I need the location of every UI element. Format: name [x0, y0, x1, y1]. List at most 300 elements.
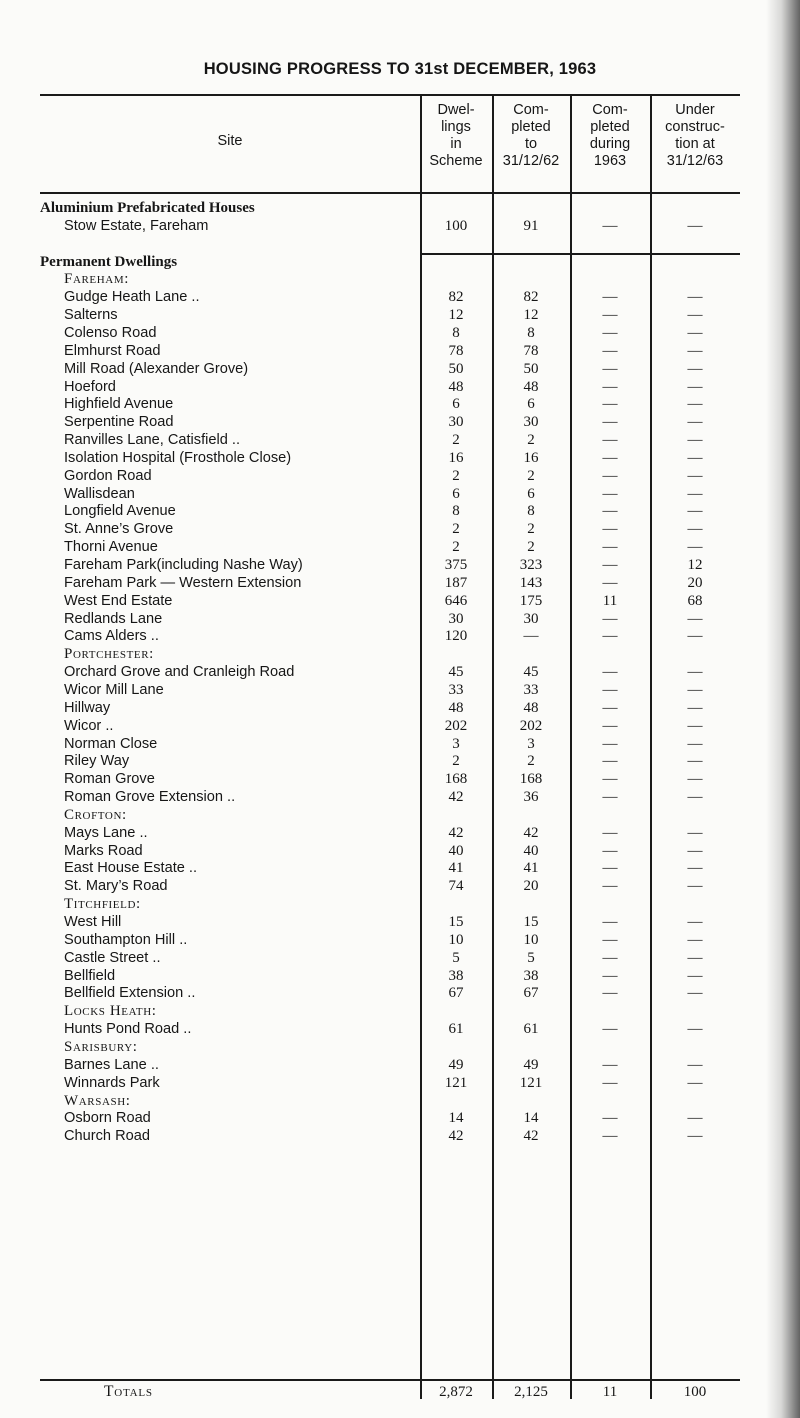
cell-under-construction: — [687, 1056, 703, 1073]
cell-completed-during: — [602, 664, 618, 681]
row-heading-label: Aluminium Prefabricated Houses [40, 200, 255, 216]
cell-under-construction: — [687, 628, 703, 645]
cell-under-construction: — [687, 521, 703, 538]
cell-completed-during: — [602, 949, 618, 966]
cell-completed-during: — [602, 521, 618, 538]
table-row [40, 431, 770, 449]
cell-under-construction: — [687, 289, 703, 306]
table-row [40, 627, 770, 645]
cell-completed-during: — [602, 574, 618, 591]
site-name: Wallisdean [64, 485, 135, 502]
totals-top-rule [40, 1379, 740, 1381]
cell-completed-to: 33 [523, 681, 539, 698]
cell-completed-to: 323 [519, 557, 543, 573]
cell-under-construction: 20 [687, 574, 703, 591]
cell-under-construction: — [687, 503, 703, 520]
cell-dwellings: 38 [448, 967, 464, 984]
cell-dwellings: 3 [452, 735, 460, 752]
cell-under-construction: — [687, 681, 703, 698]
header-line: pleted [511, 119, 551, 135]
cell-completed-to: 2 [527, 753, 535, 770]
cell-completed-to: 168 [519, 771, 543, 788]
cell-completed-during: — [602, 503, 618, 520]
table-row [40, 859, 770, 877]
table-row [40, 1020, 770, 1038]
cell-completed-during: — [602, 217, 618, 234]
header-completed-during [570, 102, 650, 170]
cell-under-construction: — [687, 485, 703, 502]
cell-completed-to: 202 [519, 717, 543, 734]
cell-completed-to: 50 [523, 360, 539, 377]
cell-completed-during: — [602, 717, 618, 734]
cell-completed-during: — [602, 842, 618, 859]
cell-completed-to: 42 [523, 1128, 539, 1145]
cell-completed-during: 11 [602, 592, 618, 609]
header-line: 1963 [593, 153, 627, 169]
header-dwellings [420, 102, 492, 170]
table-row [40, 360, 770, 378]
table-row [40, 556, 770, 574]
table-row [40, 949, 770, 967]
page-edge-shadow [766, 0, 800, 1418]
cell-dwellings: 30 [448, 610, 464, 627]
header-line: Dwel- [437, 102, 475, 118]
section-heading [40, 806, 770, 824]
cell-completed-to: 40 [523, 842, 539, 859]
table-row [40, 931, 770, 949]
page-title: HOUSING PROGRESS TO 31st DECEMBER, 1963 [203, 60, 597, 78]
site-name: Hoeford [64, 378, 116, 395]
cell-dwellings: 48 [448, 378, 464, 395]
cell-under-construction: 12 [687, 557, 703, 573]
table-row [40, 324, 770, 342]
totals-label: Totals [104, 1383, 153, 1400]
cell-completed-during: — [602, 539, 618, 556]
table-row [40, 770, 770, 788]
site-name: Stow Estate, Fareham [64, 217, 209, 234]
site-name: Roman Grove [64, 771, 155, 788]
section-heading [40, 645, 770, 663]
site-name: Fareham Park — Western Extension [64, 574, 302, 591]
site-name: Fareham Park(including Nashe Way) [64, 557, 303, 573]
cell-completed-to: 2 [527, 539, 535, 556]
cell-completed-to: 121 [519, 1074, 543, 1091]
section-heading [40, 253, 770, 271]
cell-dwellings: 82 [448, 289, 464, 306]
site-name: Marks Road [64, 842, 143, 859]
cell-completed-to: 42 [523, 824, 539, 841]
cell-completed-to: — [523, 628, 539, 645]
section-heading [40, 1002, 770, 1020]
cell-completed-to: 45 [523, 664, 539, 681]
cell-dwellings: 49 [448, 1056, 464, 1073]
table-row [40, 217, 770, 235]
cell-completed-to: 16 [523, 449, 539, 466]
site-name: St. Anne’s Grove [64, 521, 174, 538]
cell-dwellings: 202 [444, 717, 468, 734]
cell-dwellings: 6 [452, 396, 460, 413]
section-heading [40, 270, 770, 288]
cell-completed-during: — [602, 1056, 618, 1073]
header-line: Scheme [429, 153, 483, 169]
cell-under-construction: — [687, 735, 703, 752]
cell-under-construction: — [687, 985, 703, 1002]
cell-dwellings: 2,872 [439, 1384, 473, 1400]
table-row [40, 413, 770, 431]
cell-dwellings: 2 [452, 753, 460, 770]
cell-under-construction: — [687, 914, 703, 930]
table-row [40, 1109, 770, 1127]
row-heading-label: Locks Heath: [64, 1003, 157, 1020]
table-row [40, 913, 770, 931]
table-row [40, 467, 770, 485]
section-heading [40, 1038, 770, 1056]
site-name: Redlands Lane [64, 610, 163, 627]
cell-under-construction: — [687, 1110, 703, 1127]
cell-completed-to: 30 [523, 610, 539, 627]
cell-completed-during: — [602, 771, 618, 788]
site-name: Ranvilles Lane, Catisfield .. [64, 432, 241, 449]
cell-under-construction: — [687, 878, 703, 895]
cell-completed-during: — [602, 467, 618, 484]
site-name: Bellfield Extension .. [64, 985, 196, 1002]
site-name: Highfield Avenue [64, 396, 174, 413]
cell-completed-during: — [602, 985, 618, 1002]
cell-dwellings: 120 [444, 628, 468, 645]
site-name: Southampton Hill .. [64, 931, 188, 948]
cell-dwellings: 67 [448, 985, 464, 1002]
header-line: during [589, 136, 631, 152]
cell-completed-during: — [602, 414, 618, 431]
header-line: Com- [513, 102, 549, 118]
cell-dwellings: 2 [452, 432, 460, 449]
cell-under-construction: — [687, 324, 703, 341]
cell-under-construction: — [687, 396, 703, 413]
site-name: Riley Way [64, 753, 130, 770]
cell-completed-to: 67 [523, 985, 539, 1002]
cell-completed-during: — [602, 735, 618, 752]
header-under-construction [650, 102, 740, 170]
site-name: Longfield Avenue [64, 503, 176, 520]
cell-dwellings: 45 [448, 664, 464, 681]
header-line: Under [675, 102, 715, 118]
cell-completed-during: — [602, 360, 618, 377]
cell-under-construction: — [687, 539, 703, 556]
table-row [40, 520, 770, 538]
cell-completed-during: — [602, 628, 618, 645]
cell-completed-during: — [602, 967, 618, 984]
cell-completed-during: — [602, 449, 618, 466]
cell-under-construction: — [687, 699, 703, 716]
table-row [40, 574, 770, 592]
header-line: Com- [592, 102, 628, 118]
cell-dwellings: 646 [444, 592, 468, 609]
cell-under-construction: 68 [687, 592, 703, 609]
cell-completed-during: — [602, 342, 618, 359]
cell-under-construction: — [687, 414, 703, 431]
cell-under-construction: — [687, 1021, 703, 1038]
cell-completed-to: 12 [523, 307, 539, 324]
table-row [40, 663, 770, 681]
site-name: West End Estate [64, 592, 173, 609]
site-name: Church Road [64, 1128, 150, 1145]
cell-completed-to: 49 [523, 1056, 539, 1073]
cell-completed-during: — [602, 1128, 618, 1145]
cell-completed-during: — [602, 1021, 618, 1038]
cell-completed-during: — [602, 753, 618, 770]
table-row [40, 1056, 770, 1074]
cell-completed-during: — [602, 396, 618, 413]
cell-completed-to: 2 [527, 432, 535, 449]
cell-completed-to: 15 [523, 914, 539, 930]
site-name: Osborn Road [64, 1110, 151, 1127]
table-row [40, 824, 770, 842]
cell-dwellings: 61 [448, 1021, 464, 1038]
cell-completed-to: 175 [519, 592, 543, 609]
cell-dwellings: 2 [452, 467, 460, 484]
table-row [40, 485, 770, 503]
site-name: Colenso Road [64, 324, 157, 341]
cell-completed-to: 78 [523, 342, 539, 359]
cell-completed-to: 36 [523, 789, 539, 806]
cell-under-construction: — [687, 1128, 703, 1145]
cell-under-construction: — [687, 360, 703, 377]
site-name: Gordon Road [64, 467, 152, 484]
cell-completed-to: 48 [523, 378, 539, 395]
cell-under-construction: — [687, 931, 703, 948]
row-heading-label: Warsash: [64, 1092, 131, 1109]
cell-dwellings: 100 [444, 217, 468, 234]
site-name: East House Estate .. [64, 860, 198, 877]
cell-completed-to: 8 [527, 503, 535, 520]
cell-dwellings: 74 [448, 878, 464, 895]
row-heading-label: Sarisbury: [64, 1038, 138, 1055]
cell-completed-to: 6 [527, 396, 535, 413]
site-name: Wicor .. [64, 717, 114, 734]
cell-completed-to: 8 [527, 324, 535, 341]
cell-dwellings: 8 [452, 503, 460, 520]
table-row [40, 592, 770, 610]
cell-under-construction: — [687, 217, 703, 234]
site-name: Barnes Lane .. [64, 1056, 159, 1073]
cell-completed-to: 14 [523, 1110, 539, 1127]
cell-dwellings: 42 [448, 789, 464, 806]
cell-under-construction: — [687, 967, 703, 984]
cell-dwellings: 10 [448, 931, 464, 948]
cell-completed-during: — [602, 378, 618, 395]
cell-dwellings: 14 [448, 1110, 464, 1127]
table-row [40, 378, 770, 396]
cell-under-construction: — [687, 717, 703, 734]
row-heading-label: Permanent Dwellings [40, 253, 178, 270]
header-line: construc- [665, 119, 725, 135]
cell-completed-to: 61 [523, 1021, 539, 1038]
cell-completed-during: — [602, 789, 618, 806]
header-line: to [524, 136, 538, 152]
section-heading [40, 199, 770, 217]
table-row [40, 538, 770, 556]
cell-dwellings: 40 [448, 842, 464, 859]
cell-under-construction: — [687, 449, 703, 466]
table-row [40, 717, 770, 735]
cell-completed-to: 41 [523, 860, 539, 877]
site-name: Winnards Park [64, 1074, 160, 1091]
row-heading-label: Fareham: [64, 271, 129, 288]
section-heading [40, 1092, 770, 1110]
site-name: Gudge Heath Lane .. [64, 289, 200, 306]
cell-under-construction: — [687, 664, 703, 681]
table-row [40, 735, 770, 753]
cell-completed-during: — [602, 485, 618, 502]
header-site: Site [217, 133, 243, 149]
cell-completed-to: 143 [519, 574, 543, 591]
cell-under-construction: — [687, 753, 703, 770]
row-heading-label: Titchfield: [64, 896, 141, 913]
header-line: tion at [675, 136, 715, 152]
cell-dwellings: 15 [448, 914, 464, 930]
cell-under-construction: — [687, 1074, 703, 1091]
table-row [40, 681, 770, 699]
cell-dwellings: 5 [452, 949, 460, 966]
cell-under-construction: 100 [683, 1384, 707, 1400]
table-row [40, 788, 770, 806]
cell-dwellings: 48 [448, 699, 464, 716]
site-name: Bellfield [64, 967, 116, 984]
site-name: Orchard Grove and Cranleigh Road [64, 664, 295, 681]
cell-completed-during: — [602, 610, 618, 627]
cell-completed-during: — [602, 1074, 618, 1091]
cell-completed-to: 5 [527, 949, 535, 966]
cell-dwellings: 78 [448, 342, 464, 359]
cell-completed-to: 20 [523, 878, 539, 895]
cell-completed-during: — [602, 557, 618, 573]
cell-under-construction: — [687, 860, 703, 877]
cell-under-construction: — [687, 610, 703, 627]
table-top-rule [40, 94, 740, 96]
site-name: Elmhurst Road [64, 342, 161, 359]
table-row [40, 967, 770, 985]
cell-completed-to: 6 [527, 485, 535, 502]
cell-completed-to: 10 [523, 931, 539, 948]
site-name: Norman Close [64, 735, 158, 752]
table-row [40, 502, 770, 520]
table-row [40, 699, 770, 717]
site-name: Wicor Mill Lane [64, 681, 164, 698]
cell-completed-during: — [602, 307, 618, 324]
cell-under-construction: — [687, 378, 703, 395]
table-row [40, 1127, 770, 1145]
cell-under-construction: — [687, 467, 703, 484]
cell-dwellings: 50 [448, 360, 464, 377]
table-row [40, 288, 770, 306]
cell-dwellings: 2 [452, 539, 460, 556]
cell-under-construction: — [687, 432, 703, 449]
table-row [40, 877, 770, 895]
table-row [40, 306, 770, 324]
header-line: 31/12/63 [666, 153, 724, 169]
cell-completed-during: 11 [602, 1384, 618, 1400]
table-row [40, 752, 770, 770]
site-name: Castle Street .. [64, 949, 161, 966]
table-row [40, 610, 770, 628]
table-row [40, 984, 770, 1002]
site-name: Thorni Avenue [64, 539, 158, 556]
cell-under-construction: — [687, 771, 703, 788]
table-row [40, 395, 770, 413]
cell-dwellings: 42 [448, 824, 464, 841]
site-name: Isolation Hospital (Frosthole Close) [64, 449, 292, 466]
cell-under-construction: — [687, 342, 703, 359]
cell-completed-during: — [602, 699, 618, 716]
cell-completed-to: 3 [527, 735, 535, 752]
site-name: West Hill [64, 914, 122, 930]
cell-completed-during: — [602, 324, 618, 341]
site-name: St. Mary’s Road [64, 878, 168, 895]
cell-dwellings: 12 [448, 307, 464, 324]
site-name: Mill Road (Alexander Grove) [64, 360, 249, 377]
header-line: 31/12/62 [502, 153, 560, 169]
cell-completed-to: 48 [523, 699, 539, 716]
cell-under-construction: — [687, 842, 703, 859]
totals-row [40, 1383, 770, 1401]
table-row [40, 342, 770, 360]
cell-dwellings: 187 [444, 574, 468, 591]
cell-dwellings: 30 [448, 414, 464, 431]
cell-completed-to: 91 [523, 217, 539, 234]
cell-completed-to: 2 [527, 467, 535, 484]
cell-dwellings: 2 [452, 521, 460, 538]
cell-completed-during: — [602, 860, 618, 877]
cell-under-construction: — [687, 949, 703, 966]
site-name: Hunts Pond Road .. [64, 1021, 192, 1038]
header-line: lings [441, 119, 471, 135]
cell-completed-during: — [602, 432, 618, 449]
site-name: Hillway [64, 699, 111, 716]
site-name: Serpentine Road [64, 414, 174, 431]
cell-under-construction: — [687, 307, 703, 324]
cell-dwellings: 16 [448, 449, 464, 466]
row-heading-label: Portchester: [64, 646, 154, 663]
header-bottom-rule [40, 192, 740, 194]
table-row [40, 1074, 770, 1092]
header-line: in [450, 136, 462, 152]
site-name: Salterns [64, 307, 118, 324]
section-heading [40, 895, 770, 913]
cell-completed-during: — [602, 824, 618, 841]
cell-dwellings: 33 [448, 681, 464, 698]
cell-completed-to: 2,125 [514, 1384, 548, 1400]
site-name: Cams Alders .. [64, 628, 159, 645]
row-heading-label: Crofton: [64, 806, 127, 823]
site-name: Roman Grove Extension .. [64, 789, 236, 806]
cell-completed-during: — [602, 914, 618, 930]
cell-completed-during: — [602, 681, 618, 698]
header-completed-to [492, 102, 570, 170]
cell-completed-to: 2 [527, 521, 535, 538]
table-row [40, 449, 770, 467]
cell-dwellings: 6 [452, 485, 460, 502]
cell-dwellings: 8 [452, 324, 460, 341]
cell-under-construction: — [687, 824, 703, 841]
cell-completed-during: — [602, 878, 618, 895]
site-name: Mays Lane .. [64, 824, 148, 841]
cell-completed-to: 38 [523, 967, 539, 984]
cell-completed-during: — [602, 289, 618, 306]
cell-completed-during: — [602, 1110, 618, 1127]
cell-dwellings: 42 [448, 1128, 464, 1145]
cell-completed-to: 82 [523, 289, 539, 306]
cell-completed-to: 30 [523, 414, 539, 431]
